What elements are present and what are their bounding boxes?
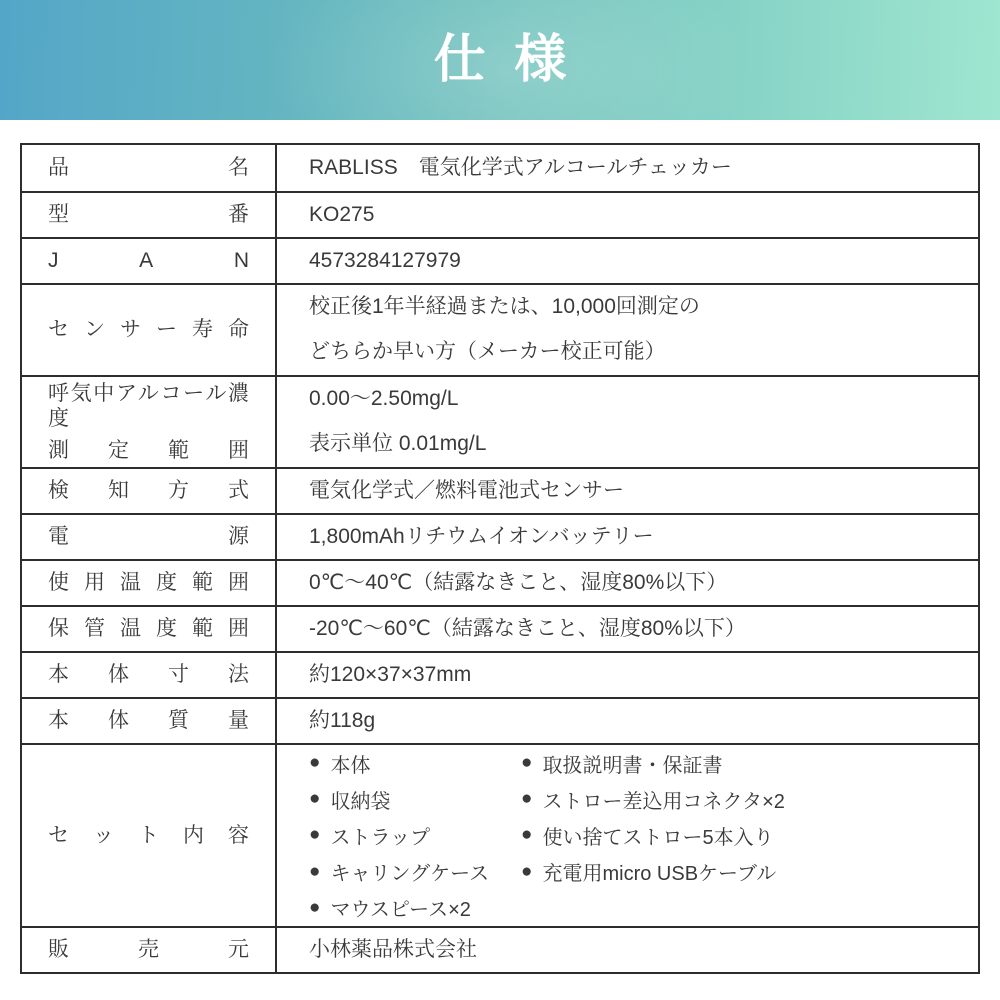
- row-value: [277, 285, 978, 375]
- row-value: [277, 699, 978, 743]
- row-label: [22, 928, 277, 972]
- label-text: 呼気中アルコール濃度: [48, 381, 249, 430]
- value-text: 4573284127979: [309, 248, 461, 272]
- value-text: 校正後1年半経過または、10,000回測定の: [309, 295, 700, 319]
- label-text: センサー寿命: [48, 318, 249, 342]
- table-row-detection-method: [22, 467, 978, 513]
- value-text: KO275: [309, 202, 375, 226]
- set-item: [521, 749, 722, 778]
- row-value: [277, 469, 978, 513]
- row-label: [22, 193, 277, 237]
- value-text: 表示単位 0.01mg/L: [309, 432, 487, 456]
- row-value: [277, 193, 978, 237]
- bullet-icon: ●: [309, 896, 321, 918]
- row-label: [22, 745, 277, 926]
- row-label: [22, 145, 277, 191]
- label-text: J A N: [48, 249, 249, 273]
- header-banner: [0, 0, 1000, 120]
- set-item-text: マウスピース×2: [330, 899, 471, 922]
- value-text: -20℃〜60℃（結露なきこと、湿度80%以下）: [309, 616, 746, 640]
- label-text: 品名: [48, 156, 249, 180]
- set-item: [309, 857, 521, 886]
- label-text: セット内容: [48, 823, 249, 847]
- set-item: [309, 821, 521, 850]
- value-text: 小林薬品株式会社: [309, 937, 477, 961]
- row-label: [22, 561, 277, 605]
- value-text: 0℃〜40℃（結露なきこと、湿度80%以下）: [309, 570, 728, 594]
- row-value: [277, 607, 978, 651]
- value-text: RABLISS 電気化学式アルコールチェッカー: [309, 155, 732, 179]
- set-item: [309, 893, 521, 922]
- label-text: 測定範囲: [48, 439, 249, 463]
- label-text: 型番: [48, 203, 249, 227]
- bullet-icon: ●: [521, 824, 533, 846]
- label-text: 本体寸法: [48, 663, 249, 687]
- label-text: 使用温度範囲: [48, 571, 249, 595]
- set-item: [309, 749, 521, 778]
- row-value: [277, 928, 978, 972]
- set-line: [309, 749, 960, 778]
- table-row-set-contents: [22, 743, 978, 926]
- set-item-text: ストロー差込用コネクタ×2: [542, 790, 785, 813]
- set-item-text: キャリングケース: [330, 863, 490, 886]
- value-text: 約120×37×37mm: [309, 662, 472, 686]
- row-value: [277, 377, 978, 467]
- row-label: [22, 239, 277, 283]
- row-value: [277, 653, 978, 697]
- row-value: [277, 239, 978, 283]
- label-text: 電源: [48, 525, 249, 549]
- table-row-seller: [22, 926, 978, 972]
- bullet-icon: ●: [309, 752, 321, 774]
- row-label: [22, 469, 277, 513]
- bullet-icon: ●: [309, 860, 321, 882]
- table-row-operating-temperature: [22, 559, 978, 605]
- row-value: [277, 145, 978, 191]
- row-label: [22, 653, 277, 697]
- row-value: [277, 515, 978, 559]
- set-item-text: 収納袋: [330, 790, 391, 813]
- bullet-icon: ●: [521, 752, 533, 774]
- set-line: [309, 821, 960, 850]
- table-row-model-number: [22, 191, 978, 237]
- table-row-product-name: [22, 145, 978, 191]
- table-row-storage-temperature: [22, 605, 978, 651]
- value-text: 0.00〜2.50mg/L: [309, 387, 459, 411]
- set-item-text: 本体: [330, 754, 371, 777]
- bullet-icon: ●: [309, 824, 321, 846]
- set-line: [309, 785, 960, 814]
- value-text: どちらか早い方（メーカー校正可能）: [309, 340, 666, 364]
- label-text: 本体質量: [48, 709, 249, 733]
- value-text: 1,800mAhリチウムイオンバッテリー: [309, 524, 654, 548]
- value-text: 電気化学式／燃料電池式センサー: [309, 478, 624, 502]
- label-text: 保管温度範囲: [48, 617, 249, 641]
- bullet-icon: ●: [521, 788, 533, 810]
- table-row-sensor-life: [22, 283, 978, 375]
- row-label: [22, 515, 277, 559]
- label-text: 販売元: [48, 938, 249, 962]
- set-line: [309, 857, 960, 886]
- set-item: [521, 785, 785, 814]
- table-row-measurement-range: [22, 375, 978, 467]
- row-label: [22, 285, 277, 375]
- set-item: [309, 785, 521, 814]
- set-item-text: 充電用micro USBケーブル: [542, 863, 777, 886]
- row-label: [22, 377, 277, 467]
- set-item: [521, 821, 774, 850]
- table-row-power-source: [22, 513, 978, 559]
- row-label: [22, 699, 277, 743]
- set-item: [521, 857, 776, 886]
- set-item-text: 使い捨てストロー5本入り: [542, 826, 774, 849]
- bullet-icon: ●: [521, 860, 533, 882]
- label-text: 検知方式: [48, 479, 249, 503]
- set-item-text: 取扱説明書・保証書: [542, 754, 723, 777]
- bullet-icon: ●: [309, 788, 321, 810]
- value-text: 約118g: [309, 708, 376, 732]
- row-value: [277, 745, 978, 926]
- row-label: [22, 607, 277, 651]
- table-row-body-weight: [22, 697, 978, 743]
- row-value: [277, 561, 978, 605]
- table-row-jan-code: [22, 237, 978, 283]
- set-item-text: ストラップ: [330, 826, 431, 849]
- page-title: 仕様: [433, 31, 595, 89]
- table-row-body-dimensions: [22, 651, 978, 697]
- spec-table: [20, 143, 980, 974]
- set-line: [309, 893, 960, 922]
